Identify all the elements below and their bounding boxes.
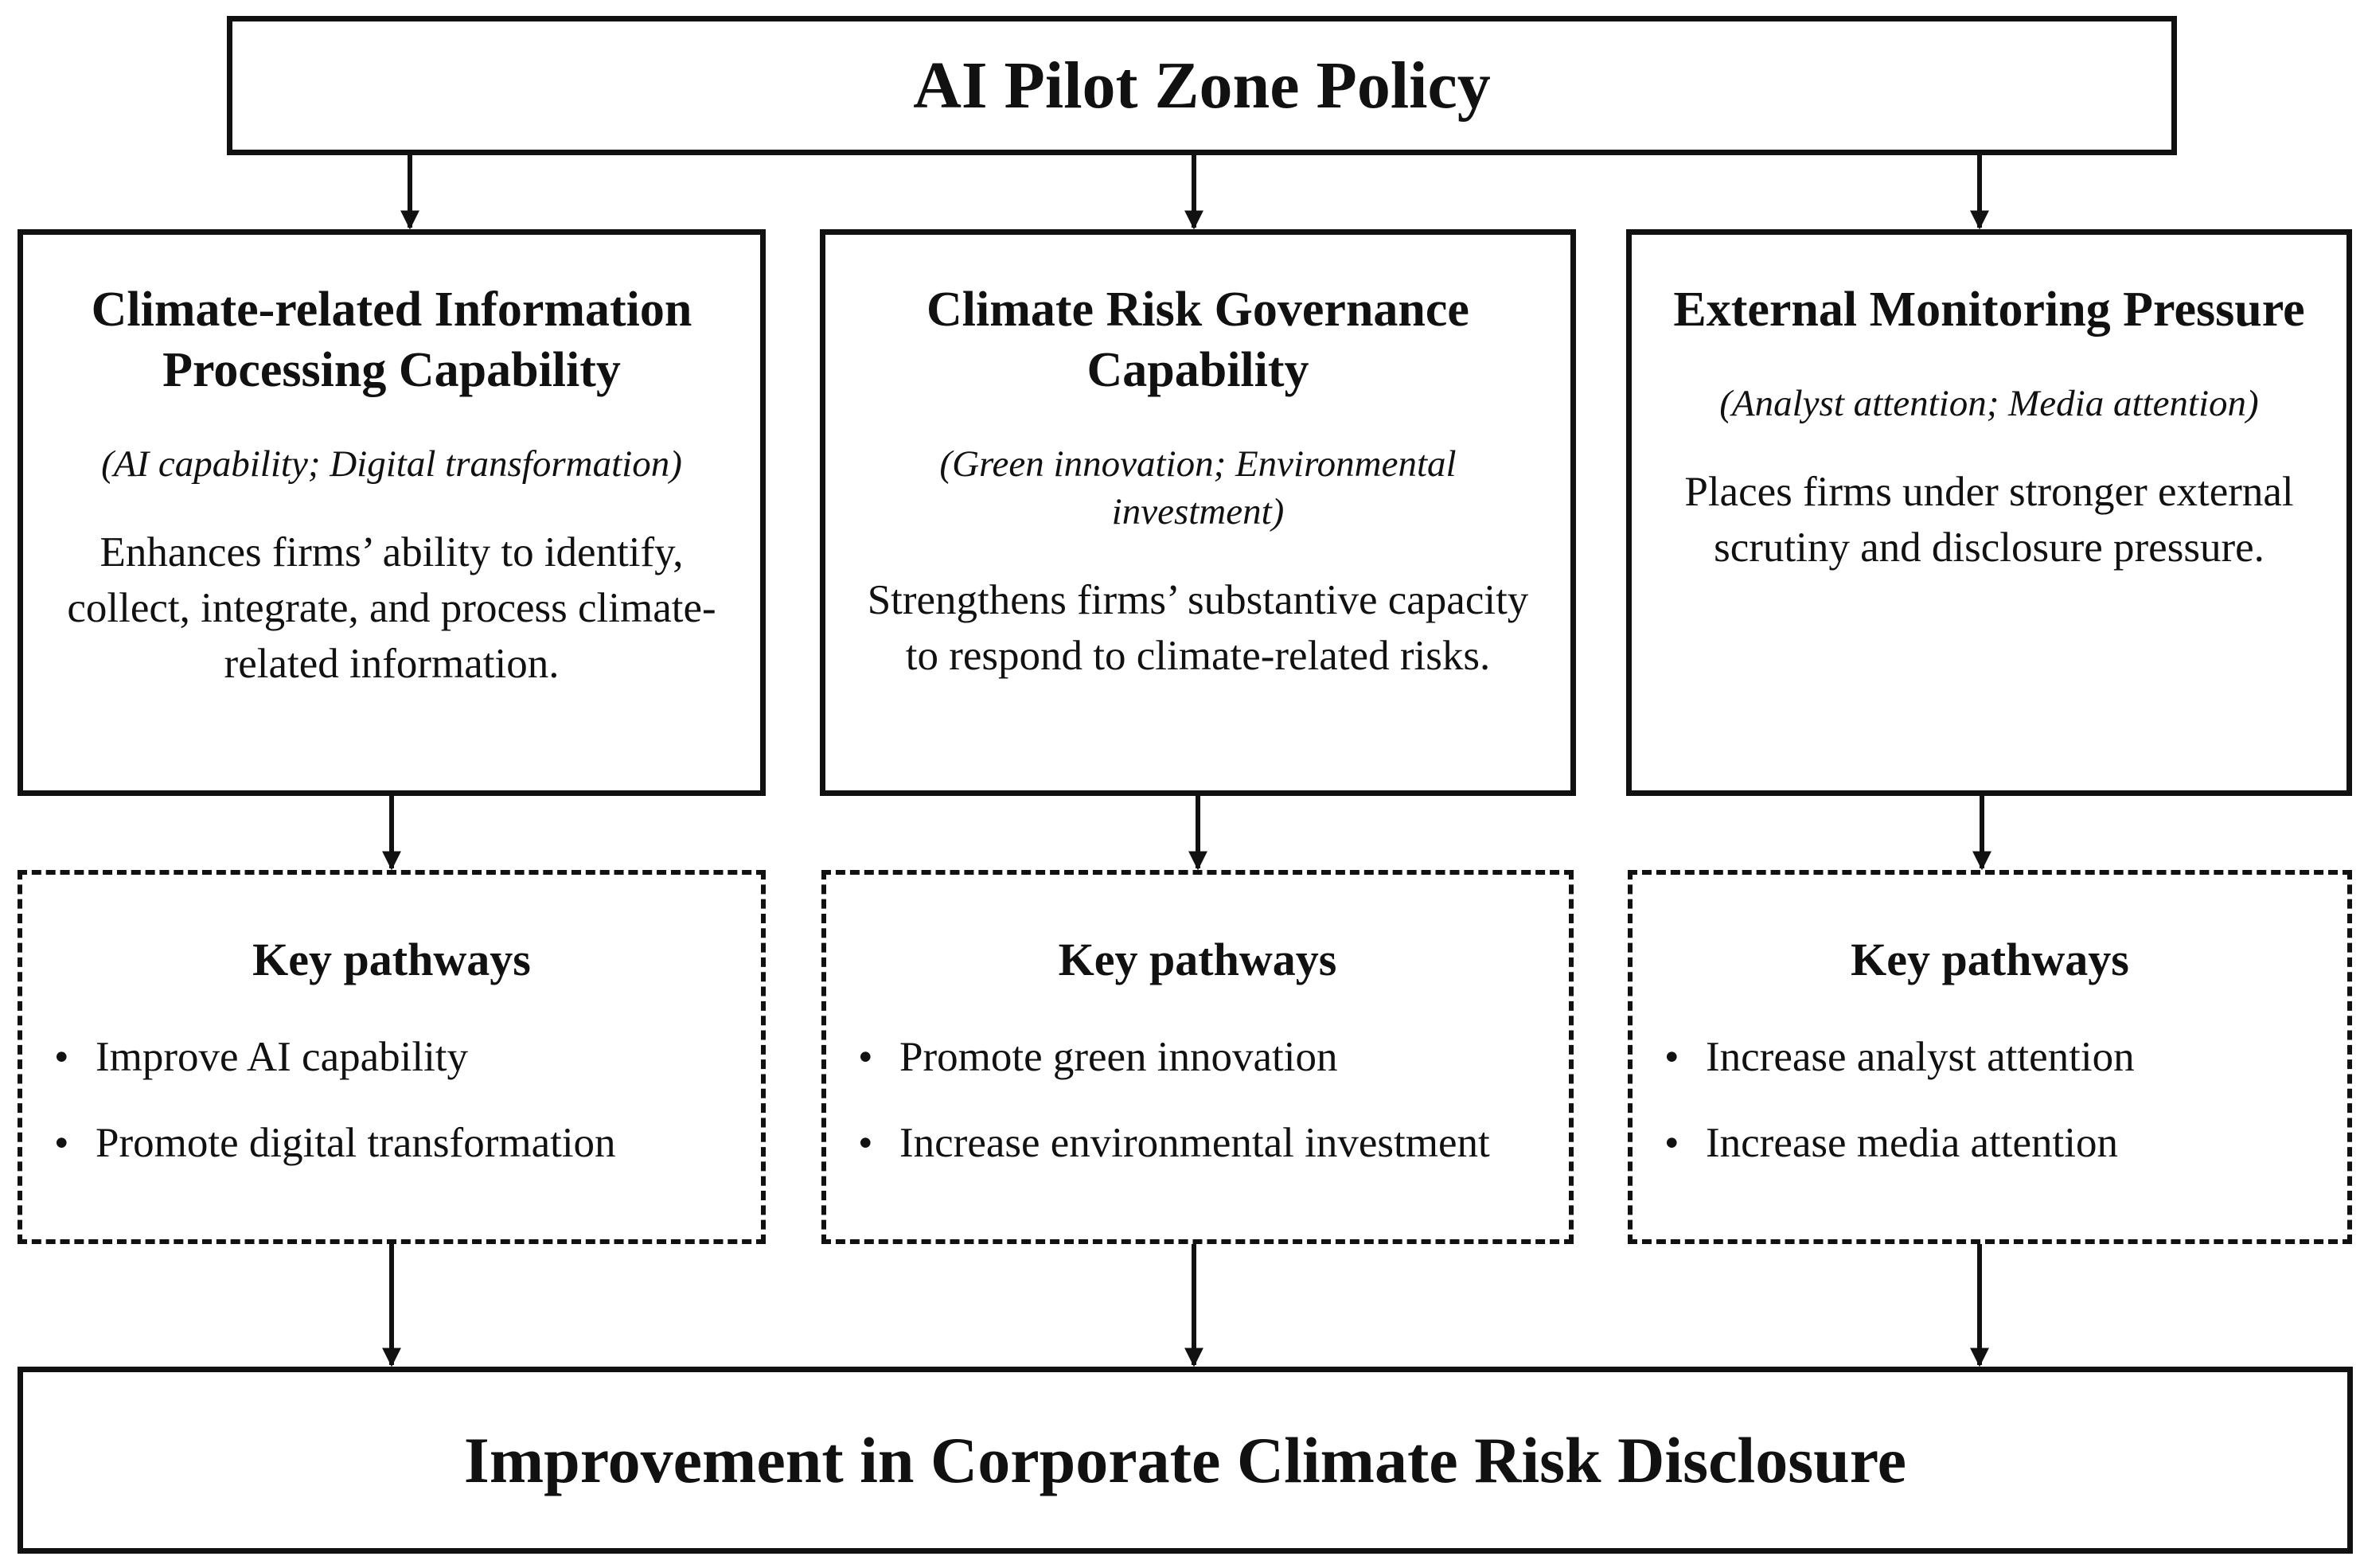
pathway-item — [54, 1115, 761, 1171]
pathway-title: Key pathways — [252, 934, 531, 985]
outcome-box — [18, 1367, 2353, 1554]
pathway-item-text: Promote digital transformation — [96, 1120, 616, 1166]
mechanism-description: Places firms under stronger external scrutiny and disclosure pressure. — [1684, 469, 2294, 571]
pathway-item — [1664, 1029, 2347, 1085]
mechanism-description: Enhances firms’ ability to identify, collect, integrate, and process climate-related information. — [67, 529, 716, 687]
outcome-title: Improvement in Corporate Climate Risk Disclosure — [463, 1423, 1907, 1496]
pathway-box-information-processing — [18, 870, 766, 1244]
pathway-item — [1664, 1115, 2347, 1171]
pathway-title: Key pathways — [1851, 934, 2129, 985]
policy-box — [227, 16, 2177, 155]
pathway-list — [826, 1029, 1569, 1171]
mechanism-description: Strengthens firms’ substantive capacity to respond to climate-related risks. — [867, 577, 1529, 679]
bullet: • — [54, 1034, 69, 1080]
pathway-box-external-monitoring — [1628, 870, 2352, 1244]
mechanism-subtitle: (Green innovation; Environmental investment) — [939, 443, 1457, 532]
bullet: • — [858, 1034, 873, 1080]
pathway-item-text: Increase environmental investment — [899, 1120, 1490, 1166]
pathway-list — [22, 1029, 761, 1171]
policy-title: AI Pilot Zone Policy — [913, 49, 1491, 123]
bullet: • — [1664, 1120, 1679, 1166]
mechanism-box-external-monitoring — [1626, 229, 2352, 796]
pathway-item — [54, 1029, 761, 1085]
pathway-item — [858, 1029, 1569, 1085]
pathway-item-text: Promote green innovation — [899, 1034, 1338, 1080]
pathway-item-text: Increase analyst attention — [1706, 1034, 2135, 1080]
pathway-title: Key pathways — [1058, 934, 1337, 985]
bullet: • — [858, 1120, 873, 1166]
mechanism-subtitle: (AI capability; Digital transformation) — [101, 443, 682, 485]
mechanism-title: Climate Risk Governance Capability — [926, 283, 1469, 397]
mechanism-box-risk-governance — [820, 229, 1576, 796]
mechanism-box-information-processing — [18, 229, 766, 796]
bullet: • — [54, 1120, 69, 1166]
pathway-item — [858, 1115, 1569, 1171]
bullet: • — [1664, 1034, 1679, 1080]
pathway-item-text: Increase media attention — [1706, 1120, 2118, 1166]
mechanism-title: Climate-related Information Processing Capability — [91, 283, 692, 397]
mechanism-title: External Monitoring Pressure — [1673, 283, 2305, 337]
pathway-list — [1633, 1029, 2347, 1171]
mechanism-subtitle: (Analyst attention; Media attention) — [1719, 383, 2259, 424]
pathway-item-text: Improve AI capability — [96, 1034, 469, 1080]
pathway-box-risk-governance — [821, 870, 1574, 1244]
